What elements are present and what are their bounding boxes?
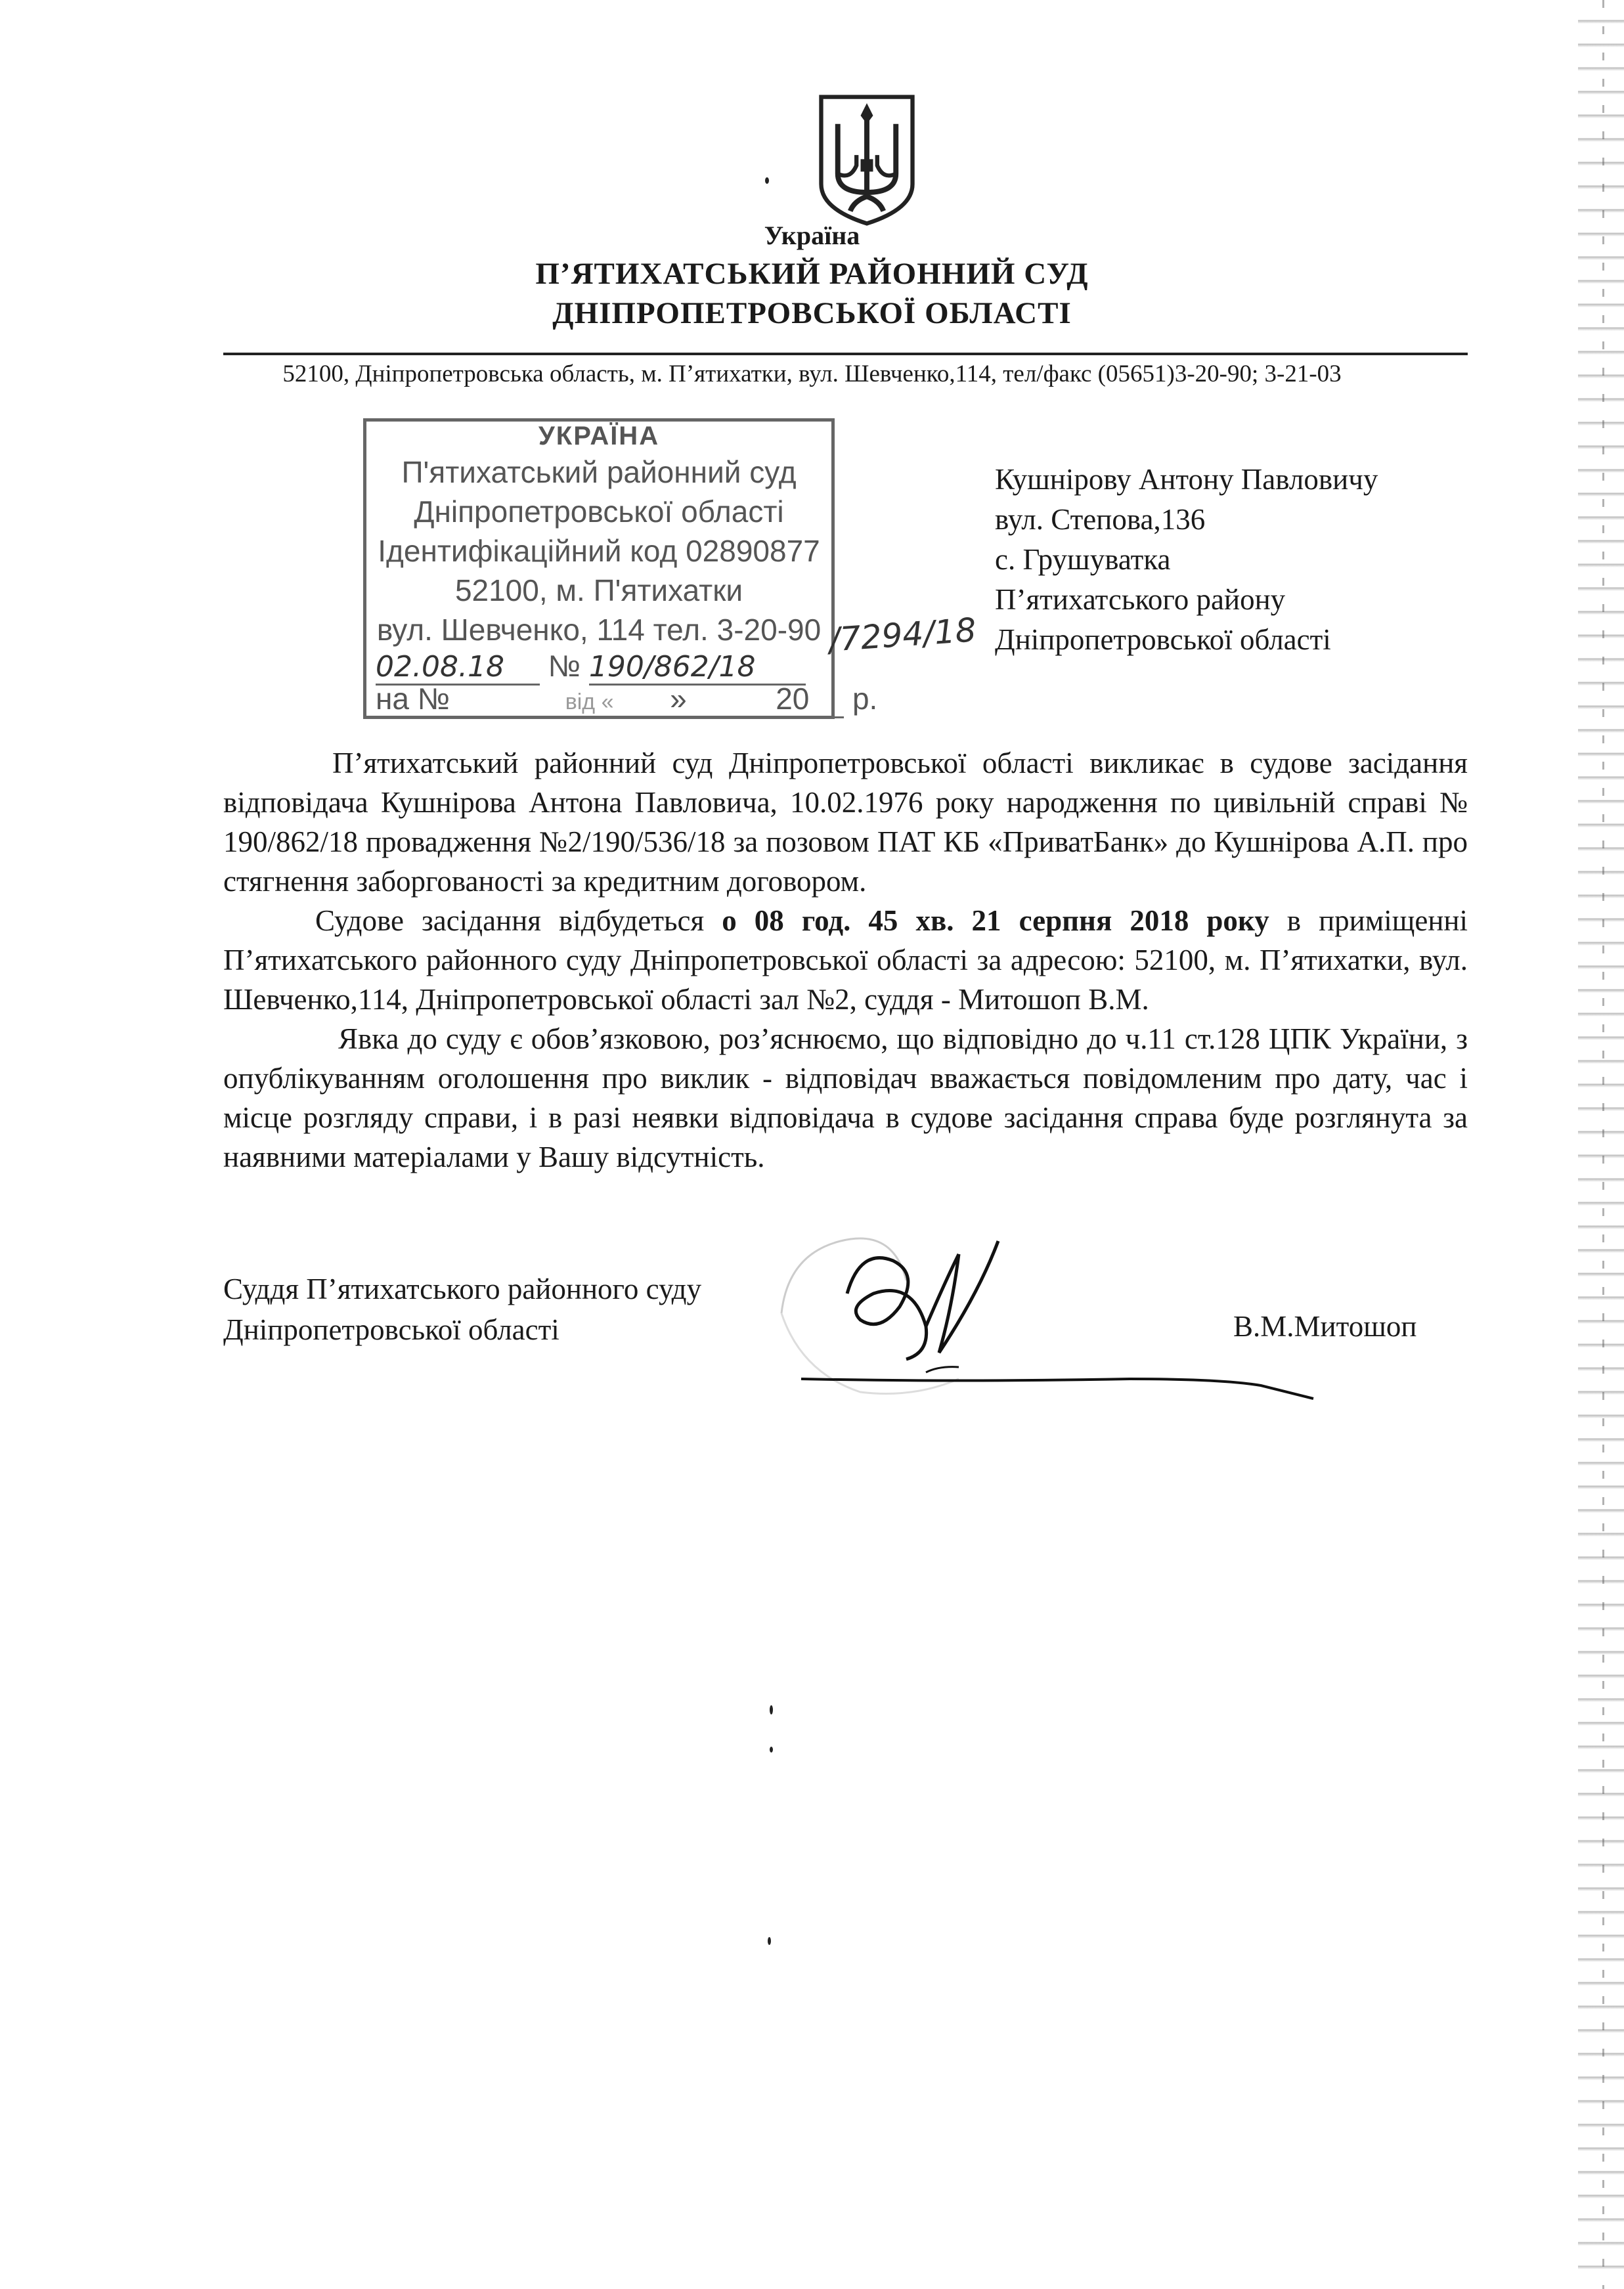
recipient-district: П’ятихатського району [995,583,1286,616]
stamp-court-name: П'ятихатський районний суд [401,455,797,489]
trident-emblem-icon [815,92,919,229]
stamp-street-phone: вул. Шевченко, 114 тел. 3-20-90 [376,613,822,647]
judge-title-line1: Суддя П’ятихатського районного суду [223,1273,702,1305]
stamp-ref-from: від « [565,689,614,714]
stamp-date-handwritten: 02.08.18 [376,650,540,686]
judge-title-line2: Дніпропетровської області [223,1313,560,1346]
summons-paragraph-2 [223,901,1468,1019]
recipient-street: вул. Степова,136 [995,503,1206,536]
registration-stamp [363,418,878,719]
stamp-date-number-row [366,648,841,686]
court-address-line: 52100, Дніпропетровська область, м. П’ятихатки, вул. Шевченко,114, тел/факс (05651)3-20-90; 3-21-03 [282,360,1342,387]
stamp-city: 52100, м. П'ятихатки [454,573,743,607]
recipient-village: с. Грушуватка [995,543,1171,576]
country-heading: Україна [764,221,860,250]
summons-body [223,743,1468,1177]
stamp-number-prefix: № [548,649,581,683]
header-divider [223,353,1468,355]
summons-paragraph-1: П’ятихатський районний суд Дніпропетровської області викликає в судове засідання відповідача Кушнірова Антона Павловича, 10.02.1976 року народження по цивільній справі № 190/862/18 провадження №2/190/536/18 за позовом ПАТ КБ «ПриватБанк» до Кушнірова А.П. про стягнення заборгованості за кредитним договором. [223,747,1468,898]
stamp-id-code: Ідентифікаційний код 02890877 [378,534,820,568]
scan-speck [770,1747,773,1753]
recipient-region: Дніпропетровської області [995,623,1331,656]
summons-paragraph-3: Явка до суду є обов’язковою, роз’яснюємо, що відповідно до ч.11 ст.128 ЦПК України, з опублікуванням оголошення про виклик - відповідач вважається повідомленим про дату, час і місце розгляду справи, і в разі неявки відповідача в судове засідання справа буде розглянута за наявними матеріалами у Вашу відсутність. [223,1022,1468,1173]
region-heading: ДНІПРОПЕТРОВСЬКОЇ ОБЛАСТІ [552,296,1072,330]
hearing-intro: Судове засідання відбудеться [315,904,722,937]
stamp-region: Дніпропетровської області [414,494,784,529]
judge-name: В.М.Митошоп [1233,1310,1417,1343]
recipient-block [995,460,1378,660]
scan-edge-artifact [1578,0,1624,2289]
stamp-number-handwritten: 190/862/18 [589,650,806,686]
hearing-datetime: о 08 год. 45 хв. 21 серпня 2018 року [722,904,1269,937]
scan-speck [770,1705,773,1714]
scan-speck [768,1937,771,1945]
stamp-reference-row [366,681,878,718]
stamp-country: УКРАЇНА [538,422,660,450]
outgoing-number-handwritten: /7294/18 [827,611,978,659]
stamp-ref-quote: » [670,682,687,716]
court-name-heading: П’ЯТИХАТСЬКИЙ РАЙОННИЙ СУД [535,257,1089,291]
stamp-ref-year: 20 [776,682,810,716]
stamp-ref-suffix: р. [852,682,878,716]
recipient-name: Кушнірову Антону Павловичу [995,463,1378,496]
scan-speck [765,177,769,184]
hearing-location: в приміщенні П’ятихатського районного суду Дніпропетровської області за адресою: 52100, м. П’ятихатки, вул. Шевченко,114, Дніпропетровської області зал №2, суддя - Митошоп В.М. [223,904,1468,1016]
judge-title [223,1269,701,1350]
stamp-ref-prefix: на № [376,682,450,716]
